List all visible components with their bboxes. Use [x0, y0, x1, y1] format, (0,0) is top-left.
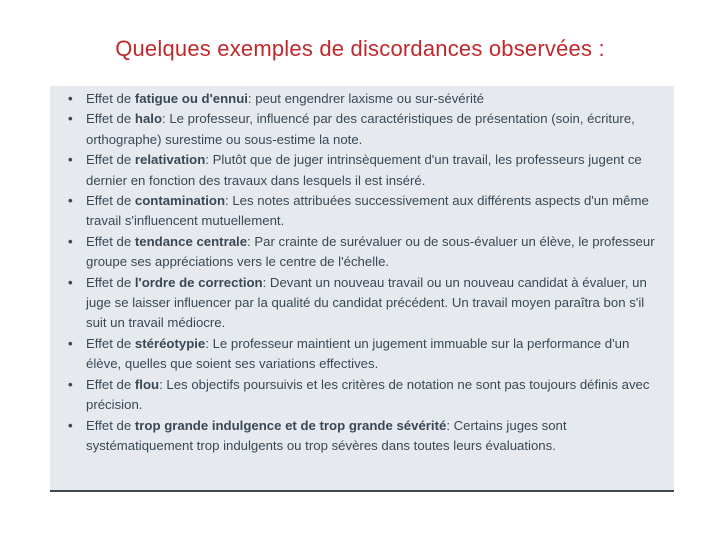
item-prefix: Effet de — [86, 193, 135, 209]
bullet-icon: • — [68, 274, 73, 290]
item-text: : peut engendrer laxisme ou sur-sévérité — [247, 91, 484, 106]
list-item — [66, 334, 664, 375]
item-term: stéréotypie — [134, 335, 206, 351]
item-term: l'ordre de correction — [134, 274, 263, 290]
bullet-icon: • — [68, 111, 73, 127]
bias-list-panel — [50, 86, 674, 492]
item-term: contamination — [134, 193, 226, 209]
item-term: trop grande indulgence et de trop grande sévérité — [134, 417, 447, 433]
item-text: : Par crainte de surévaluer ou de sous-évaluer un élève, le professeur groupe ses appréciations vers le centre de l'échelle. — [86, 233, 655, 270]
bullet-icon: • — [68, 152, 73, 168]
item-term: fatigue ou d'ennui — [134, 91, 248, 106]
item-text: : Le professeur maintient un jugement immuable sur la performance d'un élève, quelles que soient ses variations effectives. — [86, 335, 630, 372]
list-item — [66, 375, 664, 416]
item-text: : Devant un nouveau travail ou un nouveau candidat à évaluer, un juge se laisser influencer par la qualité du candidat précédent. Un travail moyen paraîtra bon s'il suit un travail médiocre. — [86, 274, 647, 331]
item-prefix: Effet de — [86, 233, 135, 249]
item-text: : Le professeur, influencé par des caractéristiques de présentation (soin, écriture, orthographe) surestime ou sous-estime la note. — [86, 111, 635, 147]
item-term: halo — [134, 111, 162, 127]
bullet-icon: • — [68, 335, 73, 351]
list-item — [66, 191, 664, 232]
list-item — [66, 109, 664, 150]
item-term: flou — [134, 376, 160, 392]
item-prefix: Effet de — [86, 274, 135, 290]
item-text: : Plutôt que de juger intrinsèquement d'un travail, les professeurs jugent ce dernier en fonction des travaux dans lesquels il est inséré. — [86, 152, 642, 188]
item-prefix: Effet de — [86, 417, 135, 433]
item-text: : Les objectifs poursuivis et les critères de notation ne sont pas toujours définis avec précision. — [86, 376, 650, 413]
item-term: relativation — [134, 152, 206, 168]
item-text: : Les notes attribuées successivement aux différents aspects d'un même travail s'influencent mutuellement. — [86, 193, 649, 229]
list-item — [66, 273, 664, 334]
list-item — [66, 232, 664, 273]
item-prefix: Effet de — [86, 91, 135, 106]
item-term: tendance centrale — [134, 233, 248, 249]
bullet-icon: • — [68, 193, 73, 209]
bullet-icon: • — [68, 233, 73, 249]
slide-title: Quelques exemples de discordances observées : — [115, 36, 605, 61]
item-prefix: Effet de — [86, 335, 135, 351]
item-prefix: Effet de — [86, 152, 135, 168]
item-prefix: Effet de — [86, 111, 135, 127]
list-item — [66, 89, 664, 109]
bullet-icon: • — [68, 91, 73, 106]
item-text: : Certains juges sont systématiquement trop indulgents ou trop sévères dans toutes leurs évaluations. — [86, 417, 567, 453]
item-prefix: Effet de — [86, 376, 135, 392]
bullet-icon: • — [68, 417, 73, 433]
bullet-icon: • — [68, 376, 73, 392]
list-item — [66, 150, 664, 191]
list-item — [66, 416, 664, 457]
